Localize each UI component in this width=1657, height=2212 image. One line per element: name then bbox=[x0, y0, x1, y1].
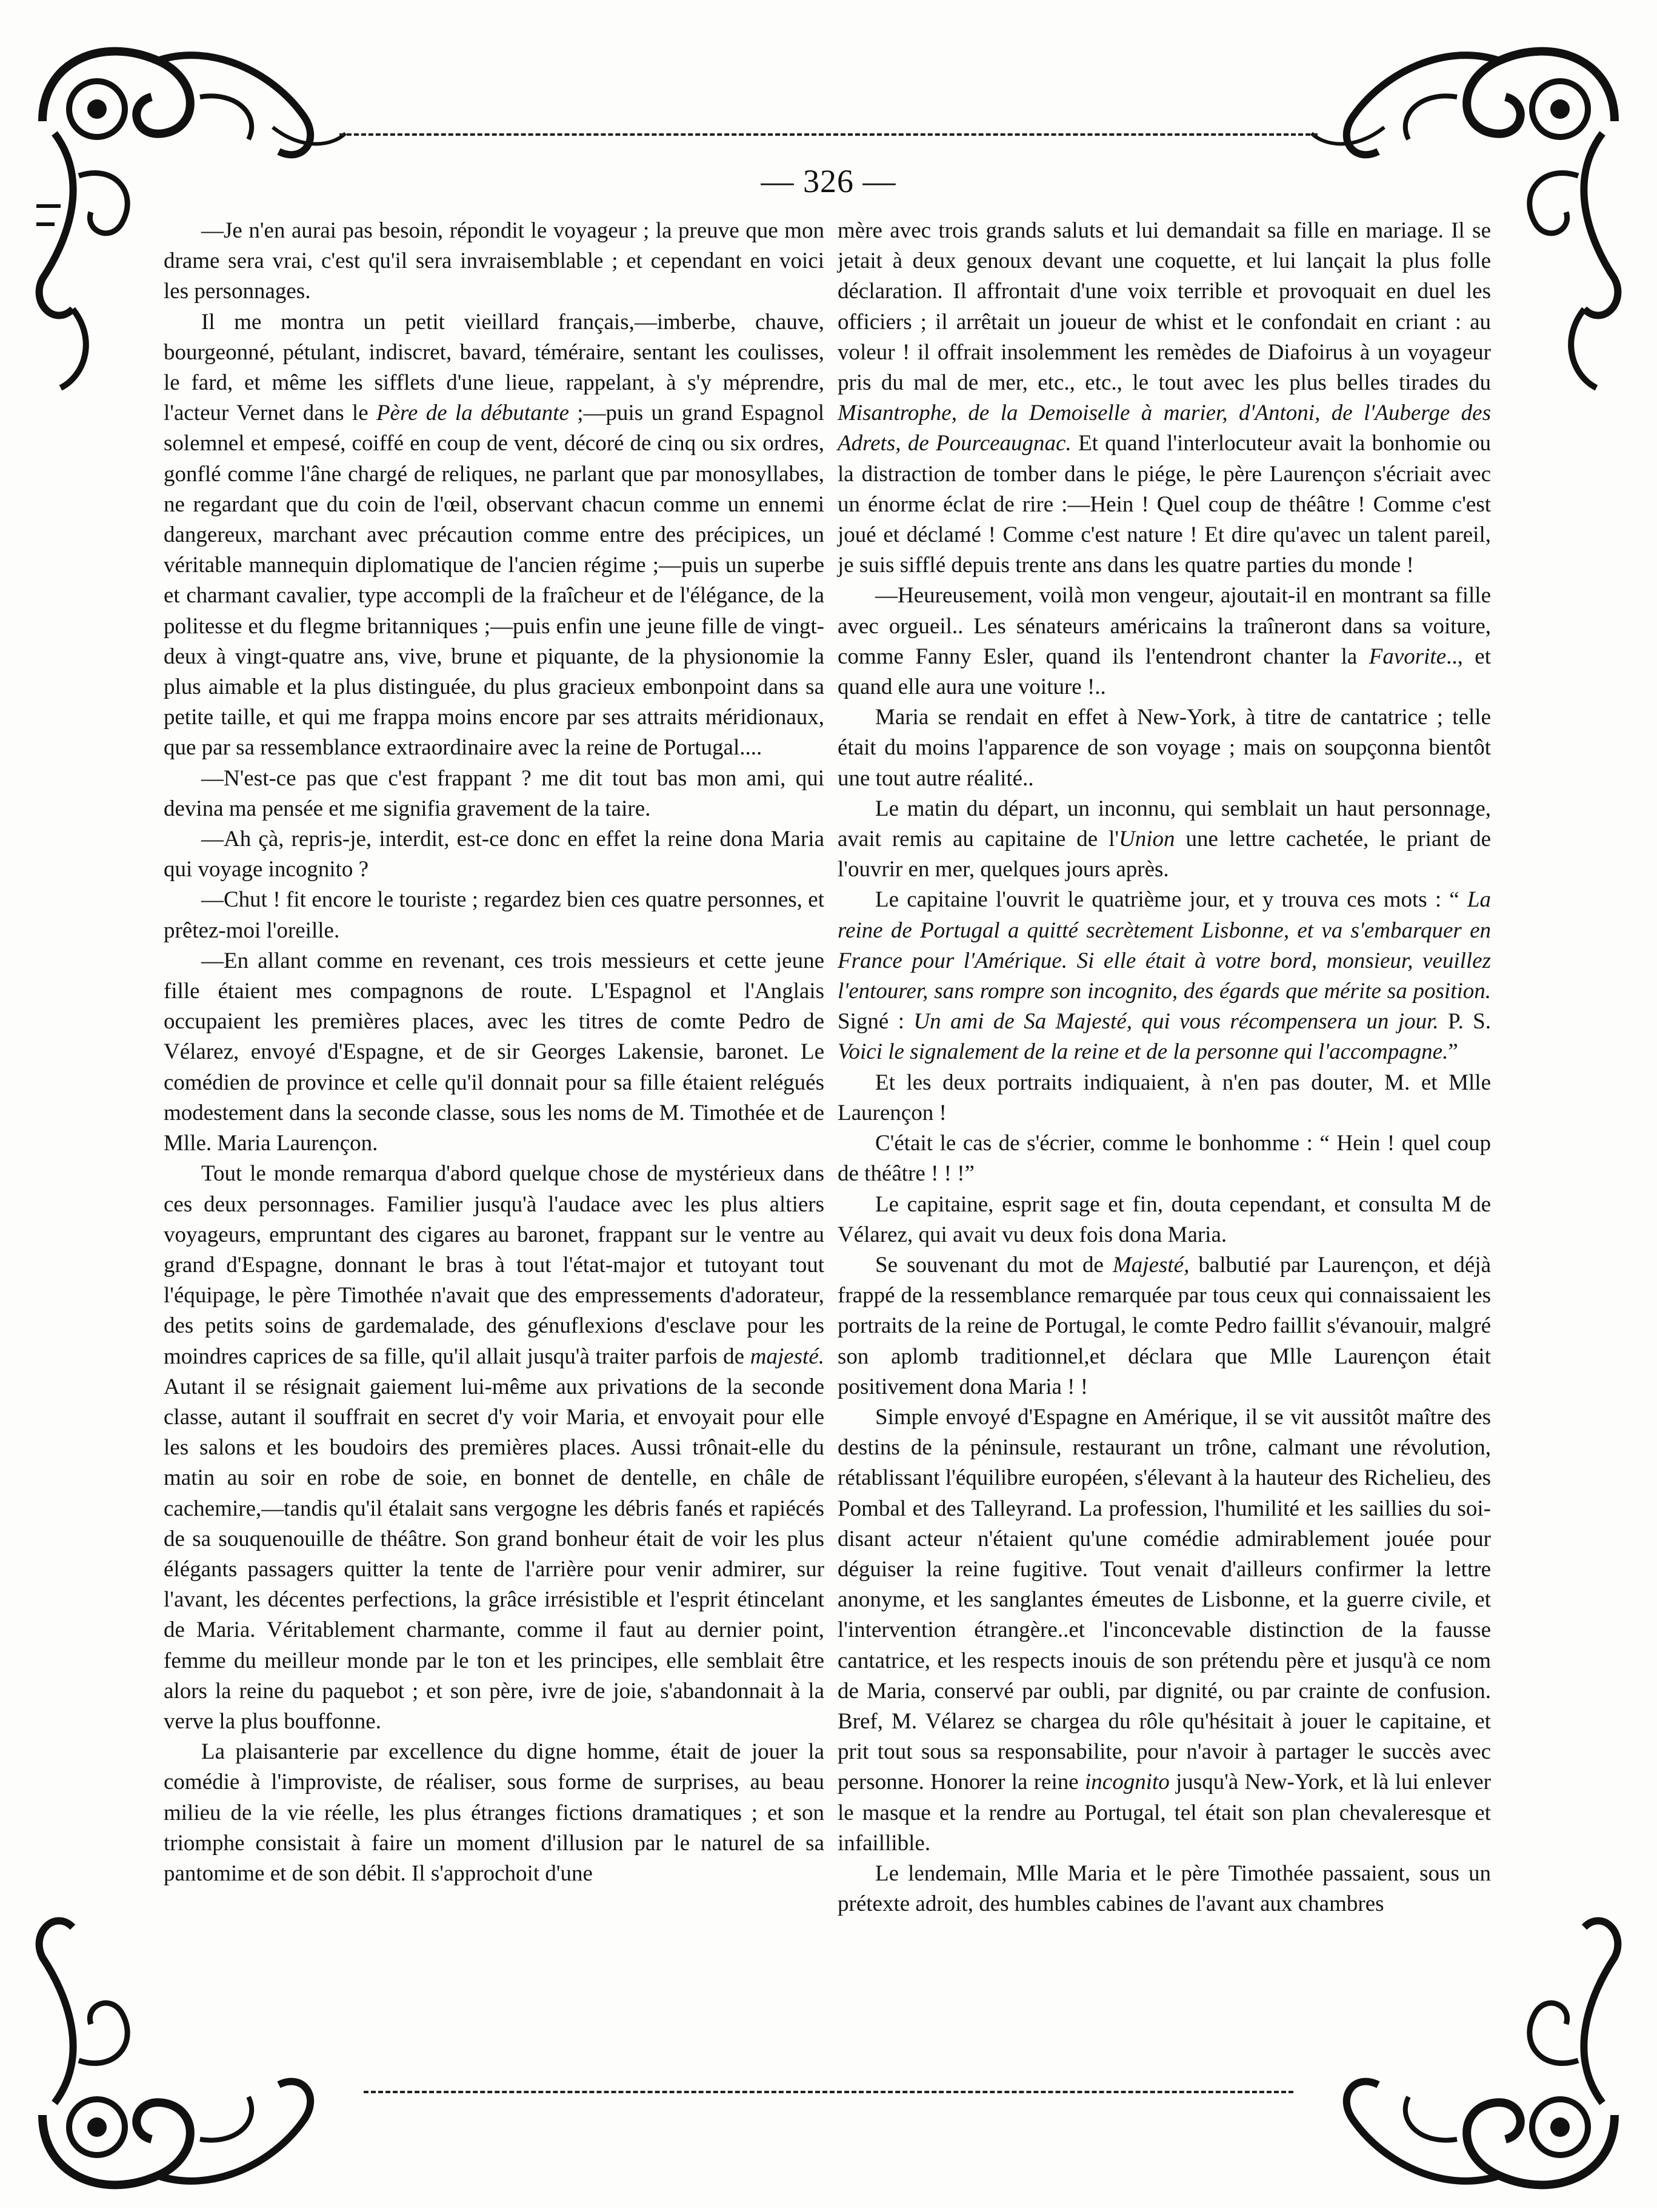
text-run: mère avec trois grands saluts et lui demandait sa fille en mariage. Il se jetait à deux genoux devant une coquette, et lui lançait la plus folle déclaration. Il affrontait d'une voix terrible et provoquait en duel les officiers ; il arrêtait un joueur de whist et le confondait en criant : au voleur ! il offrait insolemment les remèdes de Diafoirus à un voyageur pris du mal de mer, etc., etc., le tout avec les plus belles tirades du bbox=[838, 218, 1491, 396]
text-run: Il me montra un petit vieillard français,—imberbe, chauve, bourgeonné, pétulant, indiscret, bavard, téméraire, sentant les coulisses, le fard, et même les sifflets d'une lieue, rappelant, à s'y méprendre, l'acteur Vernet dans le bbox=[164, 309, 824, 426]
italic-text: incognito bbox=[1085, 1770, 1170, 1795]
paragraph bbox=[838, 1859, 1491, 1919]
text-run: Signé : bbox=[838, 1009, 914, 1034]
text-run: —Heureusement, voilà mon vengeur, ajoutait-il en montrant sa fille avec orgueil.. Les sénateurs américains la traîneront dans sa voiture, comme Fanny Esler, quand ils l'entendront chanter la bbox=[838, 583, 1491, 669]
text-run: Et quand l'interlocuteur avait la bonhomie ou la distraction de tomber dans le piége, le père Laurençon s'écriait avec un énorme éclat de rire :—Hein ! Quel coup de théâtre ! Comme c'est joué et déclamé ! Comme c'est nature ! Et dire qu'avec un talent pareil, je suis sifflé depuis trente ans dans les quatre parties du monde ! bbox=[838, 431, 1491, 578]
text-run: .., et quand elle aura une voiture !.. bbox=[838, 644, 1492, 700]
text-run: Autant il se résignait gaiement lui-même aux privations de la seconde classe, autant il souffrait en secret d'y voir Maria, et envoyait pour elle les salons et les boudoirs des premières places. Aussi trônait-elle du matin au soir en robe de soie, en bonnet de dentelle, en châle de cachemire,—tandis qu'il étalait sans vergogne les débris fanés et rapiécés de sa souquenouille de théâtre. Son grand bonheur était de voir les plus élégants passagers quitter la tente de l'arrière pour venir admirer, sur l'avant, les décentes perfections, la grâce irrésistible et l'esprit étincelant de Maria. Véritablement charmante, comme il faut au dernier point, femme du meilleur monde par le ton et les principes, elle semblait être alors la reine du paquebot ; et son père, ivre de joie, s'abandonnait à la verve la plus bouffonne. bbox=[164, 1374, 824, 1734]
text-run: Et les deux portraits indiquaient, à n'en pas douter, M. et Mlle Laurençon ! bbox=[838, 1070, 1491, 1125]
text-run: Le lendemain, Mlle Maria et le père Timothée passaient, sous un prétexte adroit, des humbles cabines de l'avant aux chambres bbox=[838, 1861, 1491, 1917]
paragraph bbox=[838, 885, 1491, 1067]
text-run: Le capitaine l'ouvrit le quatrième jour, et y trouva ces mots : “ bbox=[875, 887, 1467, 913]
paragraph bbox=[838, 1250, 1491, 1402]
paragraph bbox=[164, 1159, 824, 1737]
paragraph bbox=[164, 1737, 824, 1889]
text-run: Tout le monde remarqua d'abord quelque chose de mystérieux dans ces deux personnages. Familier jusqu'à l'audace avec les plus altiers voyageurs, empruntant des cigares au baronet, frappant sur le ventre au grand d'Espagne, donnant le bras à tout l'état-major et tutoyant tout l'équipage, le père Timothée n'avait que des empressements d'adorateur, des petits soins de gardemalade, des génuflexions d'esclave pour les moindres caprices de sa fille, qu'il allait jusqu'à traiter parfois de bbox=[164, 1161, 824, 1369]
italic-text: majesté. bbox=[750, 1344, 824, 1369]
paragraph bbox=[838, 702, 1491, 794]
left-column bbox=[164, 216, 824, 1889]
text-run: —Ah çà, repris-je, interdit, est-ce donc en effet la reine dona Maria qui voyage incognito ? bbox=[164, 827, 824, 882]
text-run: —En allant comme en revenant, ces trois messieurs et cette jeune fille étaient mes compagnons de route. L'Espagnol et l'Anglais occupaient les premières places, avec les titres de comte Pedro de Vélarez, envoyé d'Espagne, et de sir Georges Lakensie, baronet. Le comédien de province et celle qu'il donnait pour sa fille étaient relégués modestement dans la seconde classe, sous les noms de M. Timothée et de Mlle. Maria Laurençon. bbox=[164, 948, 824, 1156]
text-run: Maria se rendait en effet à New-York, à titre de cantatrice ; telle était du moins l'apparence de son voyage ; mais on soupçonna bientôt une tout autre réalité.. bbox=[838, 705, 1491, 791]
paragraph bbox=[164, 764, 824, 824]
paragraph bbox=[838, 581, 1491, 702]
text-run: une lettre cachetée, le priant de l'ouvrir en mer, quelques jours après. bbox=[838, 827, 1491, 882]
text-run: ;—puis un grand Espagnol solemnel et empesé, coiffé en coup de vent, décoré de cinq ou six ordres, gonflé comme l'âne chargé de reliques, ne parlant que par monosyllabes, ne regardant que du coin de l'œil, observant chacun comme un ennemi dangereux, marchant avec précaution comme entre des précipices, un véritable mannequin diplomatique de l'ancien régime ;—puis un superbe et charmant cavalier, type accompli de la fraîcheur et de l'élégance, de la politesse et du flegme britanniques ;—puis enfin une jeune fille de vingt-deux à vingt-quatre ans, vive, brune et piquante, de la physionomie la plus aimable et la plus distinguée, du plus gracieux embonpoint dans sa petite taille, et qui me frappa moins encore par ses attraits méridionaux, que par sa ressemblance extraordinaire avec la reine de Portugal.... bbox=[164, 401, 825, 761]
text-run: —Chut ! fit encore le touriste ; regardez bien ces quatre personnes, et prêtez-moi l'oreille. bbox=[164, 887, 824, 943]
text-run: La plaisanterie par excellence du digne homme, était de jouer la comédie à l'improviste, de réaliser, sous forme de surprises, au beau milieu de la vie réelle, les plus étranges fictions dramatiques ; et son triomphe consistait à faire un moment d'illusion par le naturel de sa pantomime et de son débit. Il s'approchoit d'une bbox=[164, 1739, 824, 1886]
italic-text: Voici le signalement de la reine et de la personne qui l'accompagne. bbox=[838, 1039, 1449, 1065]
paragraph bbox=[838, 1128, 1491, 1189]
italic-text: La reine de Portugal a quitté secrètement Lisbonne, et va s'embarquer en France pour l'Amérique. Si elle était à votre bord, monsieur, veuillez l'entourer, sans rompre son incognito, des égards que mérite sa position. bbox=[838, 887, 1491, 1004]
text-run: Le matin du départ, un inconnu, qui semblait un haut personnage, avait remis au capitaine de l' bbox=[838, 796, 1491, 852]
italic-text: Père de la débutante bbox=[376, 401, 569, 426]
paragraph bbox=[838, 1190, 1491, 1250]
paragraph bbox=[164, 946, 824, 1159]
italic-text: Majesté, bbox=[1112, 1252, 1190, 1278]
bottom-border-rule bbox=[364, 2091, 1293, 2093]
paragraph bbox=[164, 216, 824, 307]
italic-text: Misantrophe, de la Demoiselle à marier, d'Antoni, de l'Auberge des Adrets, de Pourceaugnac. bbox=[838, 401, 1491, 456]
paragraph bbox=[164, 885, 824, 945]
italic-text: Favorite bbox=[1369, 644, 1447, 669]
paragraph bbox=[838, 1402, 1491, 1859]
text-run: Se souvenant du mot de bbox=[875, 1252, 1113, 1278]
paragraph bbox=[164, 307, 824, 764]
text-run: C'était le cas de s'écrier, comme le bonhomme : “ Hein ! quel coup de théâtre ! ! !” bbox=[838, 1131, 1491, 1187]
paragraph bbox=[838, 216, 1491, 581]
right-column bbox=[838, 216, 1491, 1919]
text-run: balbutié par Laurençon, et déjà frappé de la ressemblance remarquée par tous ceux qui connaissaient les portraits de la reine de Portugal, le comte Pedro faillit s'évanouir, malgré son aplomb traditionnel,et déclara que Mlle Laurençon était positivement dona Maria ! ! bbox=[838, 1252, 1491, 1399]
italic-text: Union bbox=[1119, 827, 1175, 852]
paragraph bbox=[838, 1068, 1491, 1128]
top-border-rule bbox=[339, 133, 1318, 136]
paragraph bbox=[164, 824, 824, 885]
text-run: P. S. bbox=[1438, 1009, 1491, 1034]
page-number: — 326 — bbox=[761, 163, 896, 199]
text-run: Simple envoyé d'Espagne en Amérique, il se vit aussitôt maître des destins de la péninsule, restaurant un trône, calmant une révolution, rétablissant l'équilibre européen, s'élevant à la hauteur des Richelieu, des Pombal et des Talleyrand. La profession, l'humilité et les saillies du soi-disant acteur n'étaient qu'une comédie admirablement jouée pour déguiser la reine fugitive. Tout venait d'ailleurs confirmer la lettre anonyme, et les sanglantes émeutes de Lisbonne, et la guerre civile, et l'intervention étrangère..et l'inconcevable distinction de la fausse cantatrice, et les respects inouis de son prétendu père et jusqu'à ce nom de Maria, conservé par oubli, par dignité, ou par crainte de confusion. Bref, M. Vélarez se chargea du rôle qu'hésitait à jouer le capitaine, et prit tout sous sa responsabilite, pour n'avoir à partager le succès avec personne. Honorer la reine bbox=[838, 1404, 1491, 1795]
corner-ornament-bottom-left bbox=[18, 1836, 358, 2212]
paragraph bbox=[838, 794, 1491, 885]
italic-text: Un ami de Sa Majesté, qui vous récompensera un jour. bbox=[913, 1009, 1439, 1034]
text-run: —N'est-ce pas que c'est frappant ? me dit tout bas mon ami, qui devina ma pensée et me signifia gravement de la taire. bbox=[164, 765, 824, 821]
text-run: ” bbox=[1448, 1039, 1458, 1065]
text-run: —Je n'en aurai pas besoin, répondit le voyageur ; la preuve que mon drame sera vrai, c'est qu'il sera invraisemblable ; et cependant en voici les personnages. bbox=[164, 218, 824, 304]
text-run: jusqu'à New-York, et là lui enlever le masque et la rendre au Portugal, tel était son plan chevaleresque et infaillible. bbox=[838, 1770, 1492, 1856]
text-run: Le capitaine, esprit sage et fin, douta cependant, et consulta M de Vélarez, qui avait vu deux fois dona Maria. bbox=[838, 1191, 1491, 1247]
